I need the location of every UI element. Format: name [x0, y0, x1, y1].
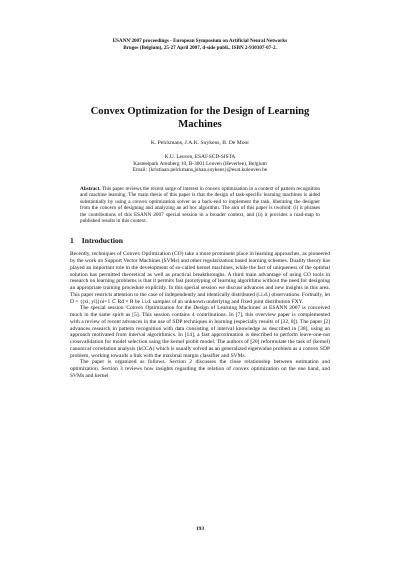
- proceedings-line-1: ESANN'2007 proceedings - European Symposium on Artificial Neural Networks: [112, 38, 288, 44]
- body-paragraph-1: Recently, techniques of Convex Optimization (CO) take a more prominent place in learning approaches, as pioneered by the work on Support Vector Machines (SVMs) and other regularization based learning schemes. Duality theory has played an important role in the development of so-called kernel machines, while the fact of uniqueness of the optimal solution has permitted theoretical as well as practical breakthroughs. A third main advantage of using CO tools in research on learning problems is that it permits fast prototyping of learning algorithms without the need for designing an appropriate training procedure explicitly. In this special session we discuss advances and new insights in this area. This paper restricts attention to the case of independently and identically distributed (i.i.d.) observations. Formally, let D = {(xi, yi)}ni=1 ⊂ Rd × R be i.i.d. samples of an unknown underlying and fixed joint distribution FXY.: [70, 251, 331, 305]
- section-heading: [70, 236, 330, 245]
- section-title: Introduction: [81, 236, 124, 246]
- abstract-text: This paper reviews the recent surge of interest in convex optimization in a context of pattern recognition and machine learning. The main thesis of this paper is that the design of task-specific learning machines is aided substantially by using a convex optimization solver as a back-end to implement the task, liberating the designer from the concern of designing and analyzing an ad hoc algorithm. The aim of this paper is twofold: (i) it phrases the contributions of this ESANN 2007 special session in a broader context, and (ii) it provides a road-map to published results in this context.: [80, 185, 321, 224]
- body-paragraph-2: The special session 'Convex Optimization for the Design of Learning Machines' at ESANN 2007 is conceived much in the same spirit as [5]. This session contains 4 contributions. In [7], this overview paper is complemented with a review of recent advances in the use of SDP techniques in learning (especially results of [32, 8]). The paper [2] advances research in pattern recognition with data consisting of interval knowledge as described in [38], using an approach motivated from interval algorithmics. In [14], a fast approximation is described to perform leave-one-out crossvalidation for model selection using the kernel probit model. The authors of [20] reformulate the task of (kernel) canonical correlation analysis (kCCA) which is usually solved as an generalized eigenvalue problem as a convex SDP problem, working towards a link with the maximal margin classifier and SVMs.: [70, 305, 330, 359]
- proceedings-header: [70, 38, 330, 51]
- authors: K. Pelckmans, J.A.K. Suykens, B. De Moor: [150, 140, 250, 147]
- affiliation: [70, 154, 330, 174]
- affiliation-line-1: K.U. Leuven, ESAT-SCD-SISTA: [164, 154, 236, 161]
- affiliation-email: Email: {kristiaan.pelckmans,johan.suykens}@esat.kuleuven.be: [132, 167, 268, 174]
- abstract: [80, 186, 320, 224]
- title-line-1: Convex Optimization for the Design of Learning: [90, 106, 310, 118]
- proceedings-line-2: Bruges (Belgium), 25-27 April 2007, d-side publi., ISBN 2-930307-07-2.: [123, 44, 277, 51]
- affiliation-line-2: Kasteelpark Arenberg 10, B-3001 Leuven (Heverlee), Belgium: [133, 160, 267, 167]
- page-number: 193: [195, 526, 205, 532]
- body-paragraph-3: The paper is organized as follows. Section 2 discusses the close relationship between estimation and optimization. Section 3 reviews how insights regarding the relation of convex optimization on the one hand, and SVMs and kernel: [70, 359, 330, 379]
- paper-title: [70, 105, 330, 131]
- section-number: 1: [70, 236, 74, 246]
- title-line-2: Machines: [178, 119, 222, 131]
- abstract-label: Abstract.: [80, 185, 101, 192]
